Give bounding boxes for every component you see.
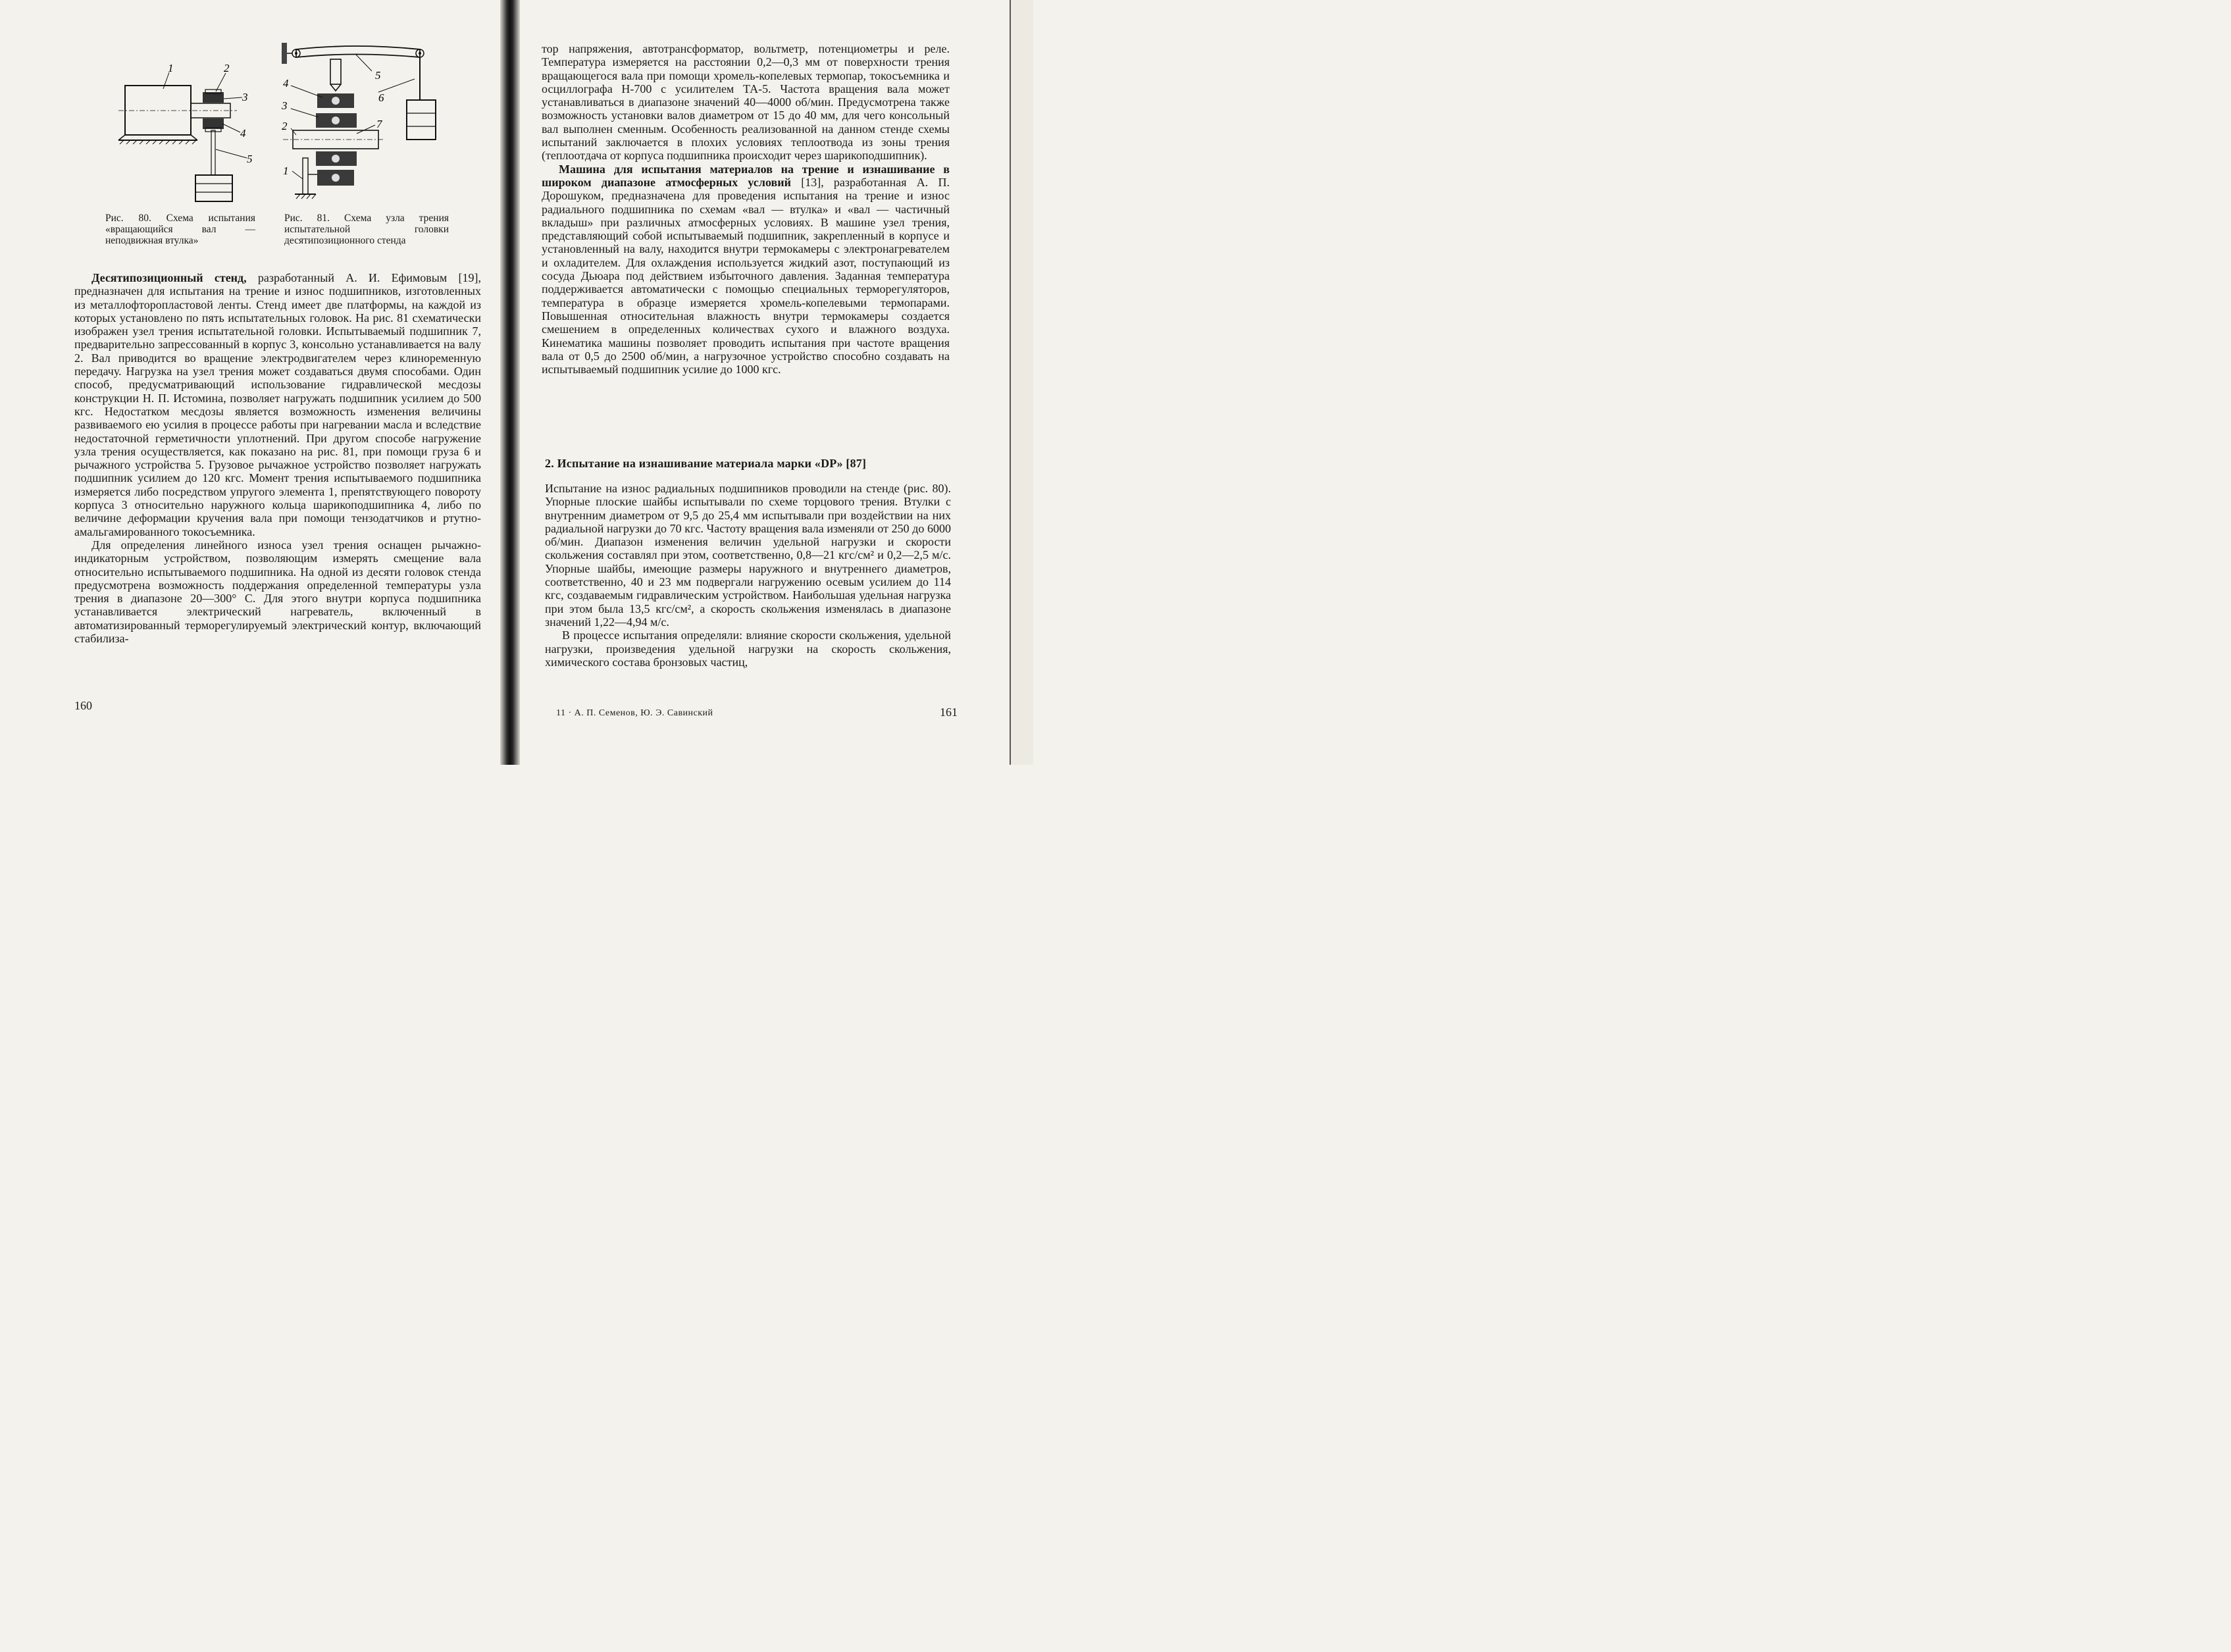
fig81-label-5: 5 <box>375 69 381 82</box>
fig81-label-3: 3 <box>282 99 288 112</box>
figure-81-caption: Рис. 81. Схема узла трения испытательной головки десятипозиционного стенда <box>284 213 449 246</box>
fig81-label-6: 6 <box>378 91 384 104</box>
book-spine <box>500 0 520 765</box>
fig80-label-1: 1 <box>168 63 174 74</box>
paragraph-wear-test: Испытание на износ радиальных подшипников проводили на стенде (рис. 80). Упорные плоские шайбы испытывали по схеме торцового трения. Втулки с внутренним диаметром от 9,5 до 25,4 мм испытывали при воздействии на них радиальной нагрузки до 70 кгс. Частоту вращения вала изменяли от 250 до 6000 об/мин. Диапазон изменения величин удельной нагрузки и скорости скольжения составлял при этом, соответственно, 0,8—21 кгс/см² и 0,2—2,5 м/с. Упорные шайбы, имеющие размеры наружного и внутреннего диаметров, соответственно, 40 и 23 мм подвергали нагружению осевым усилием до 114 кгс, создаваемым гидравлическим устройством. Наибольшая удельная нагрузка при этом была 13,5 кгс/см², а скорость скольжения изменялась в диапазоне значений 1,22—4,94 м/с. <box>545 482 951 629</box>
paragraph-ten-position-stand <box>74 271 481 538</box>
fig81-label-7: 7 <box>376 118 382 130</box>
left-page <box>0 0 500 765</box>
paragraph-lead-bold-right: Машина для испытания материалов на трение и изнашивание в широком диапазоне атмосферных условий <box>542 162 950 189</box>
figure-80-diagram <box>105 63 270 207</box>
paragraph-text: разработанный А. И. Ефимовым [19], предназначен для испытания на трение и износ подшипников, изготовленных из металлофторопластовой ленты. Стенд имеет две платформы, на каждой из которых установлено по пять испытательных головок. На рис. 81 схематически изображен узел трения испытательной головки. Испытываемый подшипник 7, предварительно запрессованный в корпус 3, консольно устанавливается на валу 2. Вал приводится во вращение электродвигателем через клиноременную передачу. Нагрузка на узел трения может создаваться двумя способами. Один способ, предусматривающий использование гидравлической месдозы конструкции Н. П. Истомина, позволяет нагружать подшипник усилием до 500 кгс. Недостатком месдозы является возможность изменения величины развиваемого ею усилия в процессе работы при нагревании масла и вследствие недостаточной герметичности уплотнений. При другом способе нагружение узла трения осуществляется, как показано на рис. 81, при помощи груза 6 и рычажного устройства 5. Грузовое рычажное устройство позволяет нагружать подшипник усилием до 120 кгс. Момент трения испытываемого подшипника измеряется либо посредством упругого элемента 1, препятствующего повороту корпуса 3 относительно наружного кольца шарикоподшипника 4, либо по величине деформации кручения вала при помощи тензодатчиков и ртутно-амальгамированного токосъемника. <box>74 271 482 538</box>
fig80-label-3: 3 <box>242 91 248 103</box>
page-number-right: 161 <box>940 706 958 719</box>
next-page-edge <box>1010 0 1033 765</box>
section-heading: 2. Испытание на изнашивание материала марки «DP» [87] <box>545 457 867 470</box>
fig81-label-4: 4 <box>283 77 289 90</box>
paragraph-continued: тор напряжения, автотрансформатор, вольтметр, потенциометры и реле. Температура измеряется на расстоянии 0,2—0,3 мм от поверхности трения вращающегося вала при помощи хромель-копелевых термопар, токосъемника и осциллографа Н-700 с усилителем ТА-5. Частота вращения вала может устанавливаться в диапазоне значений 40—4000 об/мин. Предусмотрена также возможность установки валов диаметром от 15 до 40 мм, для чего консольный вал выполнен сменным. Особенность реализованной на данном стенде схемы испытаний заключается в плохих условиях теплоотвода из зоны трения (теплоотдача от корпуса подшипника происходит через шарикоподшипник). <box>542 42 950 163</box>
right-page-body-top <box>542 42 950 376</box>
paragraph-linear-wear: Для определения линейного износа узел трения оснащен рычажно-индикаторным устройством, позволяющим измерять смещение вала относительно испытываемого подшипника. На одной из десяти головок стенда предусмотрена возможность поддержания определенной температуры узла трения в диапазоне 20—300° С. Для этого внутри корпуса подшипника устанавливается электрический нагреватель, включенный в автоматизированный терморегулируемый электрический контур, включающий стабилиза- <box>74 538 481 646</box>
paragraph-text-right: [13], разработанная А. П. Дорошуком, предназначена для проведения испытания на трение и износ радиального подшипника по схемам «вал — втулка» и «вал — частичный вкладыш» при различных атмосферных условиях. В машине узел трения, представляющий собой испытываемый подшипник, закрепленный в корпусе и установленный на валу, находится внутри термокамеры с электронагревателем и охладителем. Для охлаждения используется жидкий азот, поступающий из сосуда Дьюара под действием избыточного давления. Заданная температура поддерживается автоматически с помощью специальных терморегуляторов, температура в образце измеряется хромель-копелевыми термопарами. Повышенная относительная влажность внутри термокамеры создается смешением в определенных количествах сухого и влажного воздуха. Кинематика машины позволяет проводить испытания при частоте вращения вала от 0,5 до 2500 об/мин, а нагрузочное устройство способно создавать на испытываемый подшипник усилие до 1000 кгс. <box>542 175 950 376</box>
left-page-body <box>74 271 481 645</box>
right-page-body-bottom <box>545 482 951 669</box>
fig80-label-5: 5 <box>247 153 253 165</box>
right-page <box>520 0 1032 765</box>
paragraph-machine-atmospheric <box>542 163 950 376</box>
page-footer: 11 · А. П. Семенов, Ю. Э. Савинский <box>556 708 713 718</box>
paragraph-lead-bold: Десятипозиционный стенд, <box>91 271 247 284</box>
fig81-label-2: 2 <box>282 120 288 132</box>
fig81-label-1: 1 <box>283 165 289 177</box>
page-number-left: 160 <box>74 699 92 712</box>
paragraph-determined: В процессе испытания определяли: влияние скорости скольжения, удельной нагрузки, произведения удельной нагрузки на скорость скольжения, химического состава бронзовых частиц, <box>545 629 951 669</box>
fig80-label-4: 4 <box>240 127 246 140</box>
fig80-label-2: 2 <box>224 63 230 74</box>
figure-80-caption: Рис. 80. Схема испытания «вращающийся вал — неподвижная втулка» <box>105 213 255 246</box>
figure-81-diagram <box>276 39 448 207</box>
